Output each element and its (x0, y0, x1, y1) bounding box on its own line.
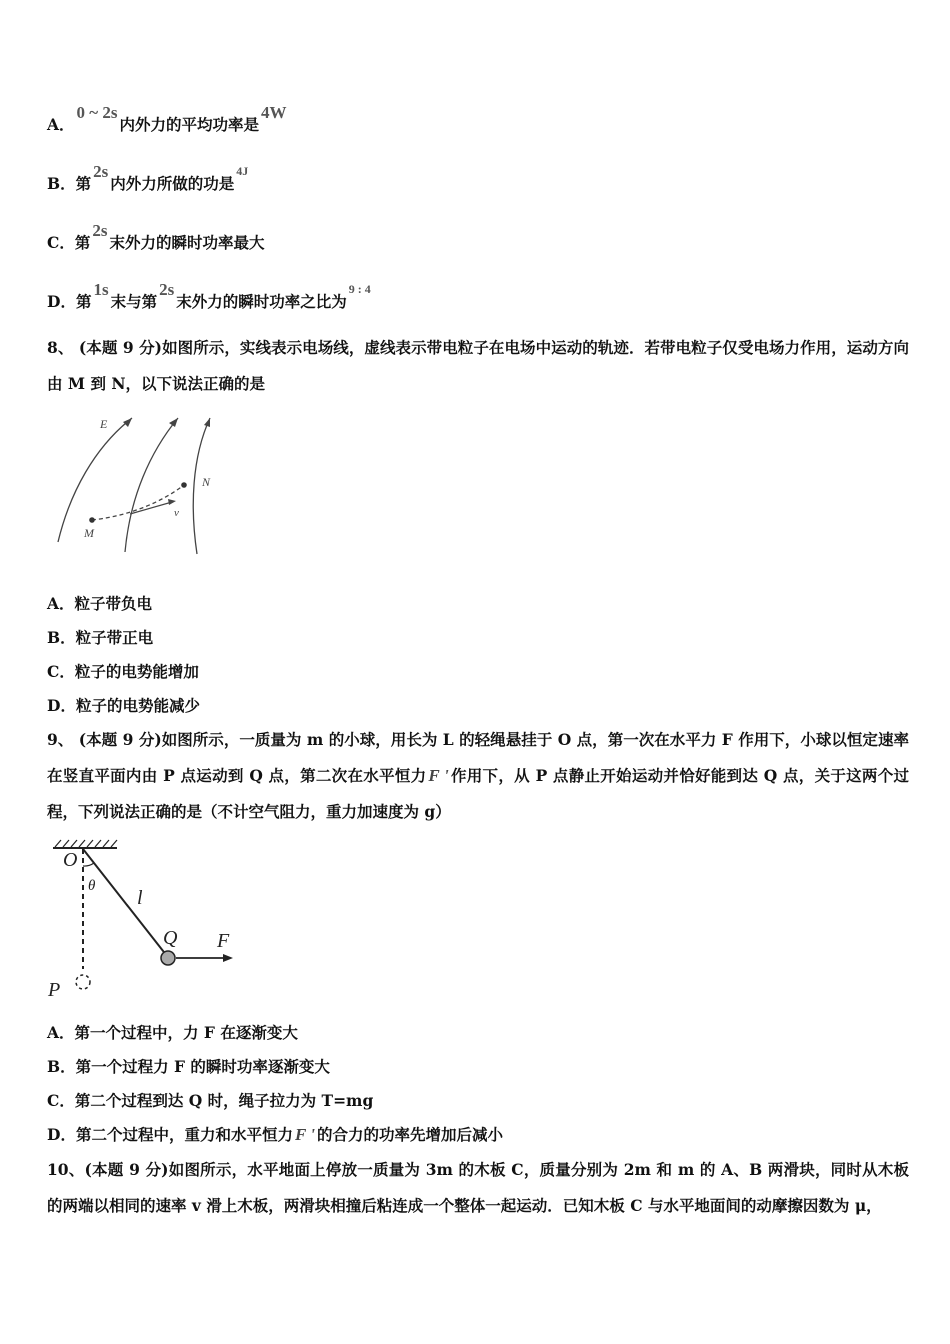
label-p: P (48, 979, 61, 1001)
formula: F ' (294, 1125, 315, 1144)
q8-option-a (47, 594, 152, 614)
option-label: A． (47, 1023, 75, 1042)
angle-arc (83, 863, 94, 866)
field-line (58, 418, 132, 542)
option-text: 粒子带正电 (75, 628, 154, 647)
formula: 1s (93, 280, 109, 299)
option-label: D． (47, 292, 76, 311)
question-score: (本题 9 分) (78, 338, 163, 357)
option-text: 末外力的瞬时功率最大 (109, 233, 265, 252)
q9-option-b (47, 1057, 330, 1077)
arrow-icon (169, 418, 178, 427)
arrow-icon (204, 418, 210, 427)
option-label: C． (47, 233, 75, 252)
arrow-icon (223, 954, 233, 962)
ball-q (161, 951, 175, 965)
question-number: 8、 (47, 338, 74, 357)
arrow-icon (123, 418, 132, 427)
option-text: 粒子的电势能增加 (74, 662, 199, 681)
q9-stem (47, 722, 909, 830)
point-n (181, 482, 187, 488)
option-text: 第 (75, 174, 92, 193)
option-label: D． (47, 696, 76, 715)
velocity-arrow (130, 502, 172, 514)
option-text: 第 (74, 233, 91, 252)
question-text: 如图所示，实线表示电场线，虚线表示带电粒子在电场中运动的轨迹．若带电粒子仅受电场力作用，运动方向由 M 到 N，以下说法正确的是 (47, 338, 909, 393)
option-text: 第 (75, 292, 92, 311)
label-n: N (202, 475, 211, 489)
field-arrowheads (123, 418, 210, 427)
option-label: B． (47, 628, 76, 647)
question-number: 10、 (47, 1160, 85, 1179)
q9-option-c (47, 1091, 373, 1111)
label-e: E (100, 417, 108, 431)
label-l: l (137, 887, 143, 909)
formula: 2s (93, 162, 109, 181)
q8-option-d (47, 696, 200, 716)
option-label: C． (47, 662, 75, 681)
option-text: 内外力所做的功是 (110, 174, 235, 193)
formula: 2s (159, 280, 175, 299)
option-text: 内外力的平均功率是 (119, 115, 260, 134)
question-text: 如图所示，水平地面上停放一质量为 3m 的木板 C，质量分别为 2m 和 m 的 A、B 两滑块，同时从木板的两端以相同的速率 v 滑上木板，两滑块相撞后粘连成一个整体一起运动．已知木板 C 与水平地面间的动摩擦因数为 μ， (47, 1160, 910, 1215)
option-text: 第一个过程中，力 F 在逐渐变大 (74, 1023, 298, 1042)
option-text: 粒子带负电 (74, 594, 153, 613)
q8-stem (47, 330, 909, 402)
option-text: 末与第 (110, 292, 158, 311)
label-q: Q (163, 927, 178, 949)
option-text: 末外力的瞬时功率之比为 (176, 292, 347, 311)
formula: F ' (428, 766, 449, 785)
q9-option-d (47, 1125, 503, 1145)
label-o: O (63, 849, 78, 871)
label-m: M (84, 526, 94, 540)
formula: 9 : 4 (348, 282, 371, 296)
option-text: 第二个过程到达 Q 时，绳子拉力为 T=mg (74, 1091, 374, 1110)
rope (83, 849, 167, 956)
q9-option-a (47, 1023, 298, 1043)
q8-option-b (47, 628, 153, 648)
option-label: D． (47, 1125, 76, 1144)
question-score: (本题 9 分) (78, 730, 162, 749)
option-text: 粒子的电势能减少 (75, 696, 200, 715)
q8-option-c (47, 662, 199, 682)
point-m (89, 517, 95, 523)
field-line (125, 418, 178, 552)
formula: 4W (261, 103, 287, 122)
formula: 4J (236, 164, 249, 178)
option-text: 第二个过程中，重力和水平恒力 (75, 1125, 293, 1144)
field-lines (58, 418, 210, 554)
q7-option-c (47, 221, 265, 253)
option-label: B． (47, 1057, 76, 1076)
option-text: 第一个过程力 F 的瞬时功率逐渐变大 (75, 1057, 330, 1076)
label-f: F (217, 930, 230, 952)
option-label: A． (47, 594, 75, 613)
question-text: 作用下，从 P 点静止开始运动并恰好能到达 Q 点，关于这两个过程，下列说法正确的是（不计空气阻力，重力加速度为 g） (47, 766, 909, 821)
question-text: 如图所示，一质量为 m 的小球，用长为 L 的轻绳悬挂于 O 点，第一次在水平力 F 作用下，小球以恒定速率在竖直平面内由 P 点运动到 Q 点，第二次在水平恒力 (47, 730, 909, 785)
option-label: B． (47, 174, 76, 193)
option-text: 的合力的功率先增加后减小 (316, 1125, 503, 1144)
q10-stem (47, 1152, 909, 1224)
formula: 2s (92, 221, 108, 240)
label-v: v (174, 507, 179, 519)
q7-option-b (47, 162, 250, 195)
electric-field-figure (50, 412, 225, 562)
arrow-icon (168, 499, 176, 505)
option-label: C． (47, 1091, 75, 1110)
ball-p (76, 975, 90, 989)
q7-option-a (47, 103, 289, 135)
question-number: 9、 (47, 730, 74, 749)
option-label: A． (47, 115, 75, 134)
label-theta: θ (88, 878, 96, 894)
question-score: (本题 9 分) (84, 1160, 169, 1179)
formula: 0 ~ 2s (76, 103, 118, 122)
q7-option-d (47, 280, 373, 313)
ceiling-hatch (55, 840, 117, 847)
pendulum-figure (45, 836, 245, 1001)
